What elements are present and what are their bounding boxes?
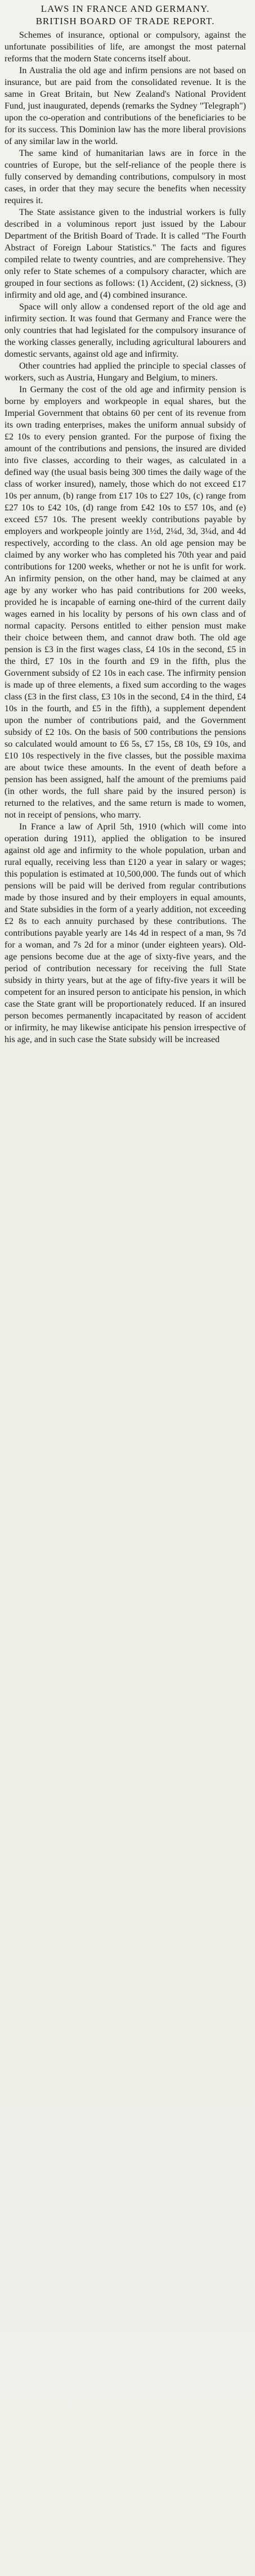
paragraph-old-age-section: Space will only allow a condensed report of the old age and infirmity section. It was found that Germany and France were the only countries that had legislated for the compulsory insurance of the working classes generally, including agricultural labourers and domestic servants, against old age and infirmity. [5, 302, 246, 359]
paragraph-report: The State assistance given to the industrial workers is fully described in a voluminous report just issued by the Labour Department of the British Board of Trade. It is called "The Fourth Abstract of Foreign Labour Statistics." The facts and figures compiled relate to twenty countries, and are comprehensive. They only refer to State schemes of a compulsory character, which are grouped in four sections as follows: (1) Accident, (2) sickness, (3) infirmity and old age, and (4) combined insurance. [5, 208, 246, 300]
article-body [5, 29, 246, 1045]
paragraph-intro: Schemes of insurance, optional or compulsory, against the unfortunate possibilities of life, are amongst the most paternal reforms that the modern State concerns itself about. [5, 30, 246, 64]
paragraph-france: In France a law of April 5th, 1910 (which will come into operation during 1911), applied the obligation to be insured against old age and infirmity to the whole population, urban and rural equally, receiving less than £120 a year in salary or wages; this population is estimated at 10,500,000. The funds out of which pensions will be paid will be derived from regular contributions made by those insured and by their employers in equal amounts, and State subsidies in the form of a yearly addition, not exceeding £2 8s to each annuity purchased by these contributions. The contributions payable yearly are 14s 4d in respect of a man, 9s 7d for a woman, and 7s 2d for a minor (under eighteen years). Old-age pensions become due at the age of sixty-five years, and the period of contribution necessary for receiving the full State subsidy in thirty years, but at the age of fifty-five years it will be competent for an insured person to anticipate his pension, in which case the State grant will be proportionately reduced. If an insured person becomes permanently incapacitated by reason of accident or infirmity, he may likewise anticipate his pension irrespective of his age, and in such case the State subsidy will be increased [5, 822, 246, 1044]
paragraph-germany: In Germany the cost of the old age and infirmity pension is borne by employers and workpeople in equal shares, but the Imperial Government that obtains 60 per cent of its revenue from its own trading enterprises, makes the uniform annual subsidy of £2 10s to every pension granted. For the purpose of fixing the amount of the contributions and pensions, the insured are divided into five classes, according to their wages, as calculated in a defined way (the usual basis being 300 times the daily wage of the class of worker insured), namely, those which do not exceed £17 10s per annum, (b) range from £17 10s to £27 10s, (c) range from £27 10s to £42 10s, (d) range from £42 10s to £57 10s, and (e) exceed £57 10s. The present weekly contributions payable by employers and workpeople jointly are 1½d, 2¼d, 3d, 3¼d, and 4d respectively, according to the class. An old age pension may be claimed by any worker who has completed his 70th year and paid contributions for 1200 weeks, whether or not he is unfit for work. An infirmity pension, on the other hand, may be claimed at any age by any worker who has paid contributions for 200 weeks, provided he is incapable of earning one-third of the current daily wages earned in his locality by persons of his own class and of normal capacity. Persons entitled to either pension must make their choice between them, and cannot draw both. The old age pension is £3 in the first wages class, £4 10s in the second, £5 in the third, £7 10s in the fourth and £9 in the fifth, plus the Government subsidy of £2 10s in each case. The infirmity pension is made up of three elements, a fixed sum according to the wages class (£3 in the first class, £3 10s in the second, £4 in the third, £4 10s in the fourth, and £5 in the fifth), a supplement dependent upon the number of contributions paid, and the Government subsidy of £2 10s. On the basis of 500 contributions the pensions so calculated would amount to £6 5s, £7 15s, £8 10s, £9 10s, and £10 10s respectively in the five classes, but the possible maxima are about twice these amounts. In the event of death before a pension has been assigned, half the amount of the premiums paid (in other words, the full share paid by the insured person) is returned to the relatives, and the same return is made to women, not in receipt of pensions, who marry. [5, 385, 246, 820]
paragraph-other-countries: Other countries had applied the principle to special classes of workers, such as Austria, Hungary and Belgium, to miners. [5, 361, 246, 383]
paragraph-australia: In Australia the old age and infirm pensions are not based on insurance, but are paid from the consolidated revenue. It is the same in Great Britain, but New Zealand's National Provident Fund, just inaugurated, depends (remarks the Sydney "Telegraph") upon the co-operation and contributions of the beneficiaries to be for its success. This Dominion law has the more liberal provisions of any similar law in the world. [5, 66, 246, 146]
article-headline: LAWS IN FRANCE AND GERMANY. [41, 3, 210, 14]
article-subheadline: BRITISH BOARD OF TRADE REPORT. [35, 16, 215, 26]
paragraph-europe: The same kind of humanitarian laws are in force in the countries of Europe, but the self-reliance of the people there is fully conserved by demanding contributions, compulsory in most cases, in order that they may secure the benefits when necessity requires it. [5, 149, 246, 205]
